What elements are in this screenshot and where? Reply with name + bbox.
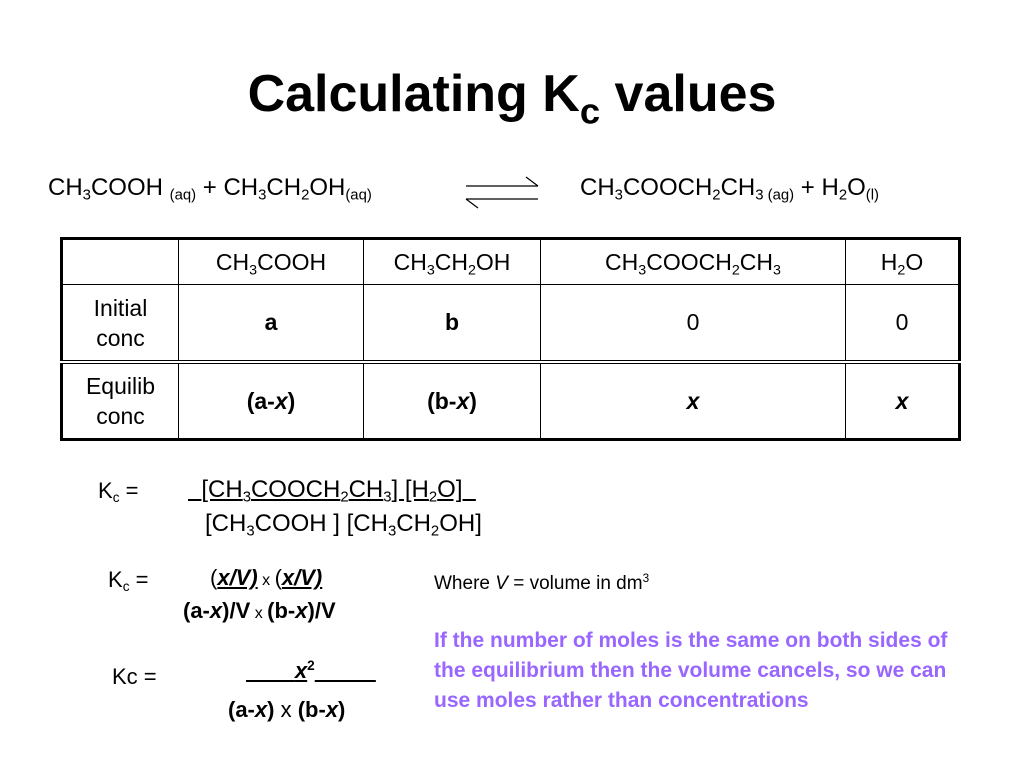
kc-var: x/V)	[217, 565, 258, 590]
eq-text: O	[847, 174, 866, 201]
kc-var: x	[325, 697, 339, 722]
header-ester	[541, 239, 846, 285]
h-text: OH	[475, 248, 511, 275]
table-header-row	[62, 239, 960, 285]
kc3-numerator	[246, 658, 376, 684]
eq-text: CH	[266, 174, 302, 201]
cell-equilib-ester	[541, 362, 846, 440]
h-text: CH	[215, 248, 250, 275]
volume-note	[434, 573, 649, 595]
eq-text: H	[821, 174, 839, 201]
kc2-numerator	[210, 565, 322, 591]
eq-sub: 3	[614, 187, 623, 204]
header-ch3ch2oh	[364, 239, 541, 285]
kc-sub: 3	[246, 523, 255, 540]
kc-text: (a-	[228, 697, 255, 722]
eq-sub: 3	[258, 187, 267, 204]
kc-sub: c	[122, 579, 130, 595]
cell-equilib-alcohol	[364, 362, 541, 440]
kc-var: x	[209, 598, 223, 623]
equation-products	[580, 174, 879, 202]
eq-plus: +	[794, 174, 822, 201]
kc-text: OH]	[439, 510, 482, 537]
kc-mul: x	[274, 697, 298, 722]
label-line: Initial	[93, 294, 148, 321]
eq-text: COOCH	[622, 174, 713, 201]
eq-sub: 2	[838, 187, 848, 204]
header-water	[846, 239, 960, 285]
kc-text: )	[267, 697, 275, 722]
eq-text: CH	[223, 174, 259, 201]
kc3-denominator	[228, 697, 345, 723]
eq-text: CH	[580, 174, 615, 201]
h-sub: 3	[773, 261, 781, 278]
h-text: CH	[434, 248, 468, 275]
cell-initial-acid: a	[179, 285, 364, 363]
h-text: COOH	[257, 248, 327, 275]
note-text: Where	[434, 573, 496, 594]
kc-text: ] [H	[391, 476, 429, 503]
kc-sub: 3	[387, 523, 397, 540]
table-corner-cell	[62, 239, 179, 285]
kc-mul: x	[250, 605, 268, 622]
h-text: COOCH	[646, 248, 732, 275]
kc-sup: 2	[307, 657, 315, 673]
h-sub: 3	[638, 261, 647, 278]
kc-sub: 3	[242, 489, 251, 506]
kc-var: x	[254, 697, 268, 722]
eq-sub: 3	[82, 187, 91, 204]
kc-text: [CH	[205, 510, 247, 537]
h-text: CH	[605, 248, 639, 275]
table-row-initial	[62, 285, 960, 363]
equilibrium-arrows-icon	[462, 172, 542, 212]
row-label-equilib	[62, 362, 179, 440]
moles-explanation-note: If the number of moles is the same on both sides of the equilibrium then the volume cancels, so we can use moles rather than concentrations	[434, 629, 948, 712]
note-text: = volume in dm	[507, 573, 643, 594]
kc1-numerator	[188, 476, 476, 504]
kc-sub: 2	[428, 489, 438, 506]
cell-equilib-acid	[179, 362, 364, 440]
eq-sub: 3	[755, 187, 764, 204]
kc-text: )/V	[307, 598, 336, 623]
kc-text: (	[274, 565, 282, 590]
eq-text: OH	[309, 174, 346, 201]
cell-initial-water: 0	[846, 285, 960, 363]
label-line: Equilib	[85, 373, 156, 399]
h-text: CH	[739, 248, 774, 275]
cell-initial-ester: 0	[541, 285, 846, 363]
kc-mul: x	[257, 572, 275, 589]
kc-text: K	[108, 567, 123, 592]
h-sub: 3	[426, 261, 435, 278]
eq-state: (ag)	[763, 187, 795, 204]
expr-var: x	[686, 387, 700, 414]
eq-text: CH	[48, 174, 83, 201]
kc-text: O]	[437, 476, 463, 503]
eq-state: (aq)	[345, 187, 372, 204]
page-title	[0, 64, 1024, 132]
kc1-label	[98, 478, 138, 504]
title-main: Calculating K	[247, 65, 580, 123]
expr-text: )	[469, 387, 477, 414]
header-ch3cooh	[179, 239, 364, 285]
h-sub: 2	[897, 261, 906, 278]
eq-sub: 2	[712, 187, 721, 204]
expr-var: x	[274, 387, 288, 414]
expr-text: )	[287, 387, 296, 414]
kc-text: (b-	[297, 697, 326, 722]
eq-sub: 2	[301, 187, 310, 204]
kc-sub: 3	[383, 489, 392, 506]
kc-text: K	[98, 478, 113, 503]
kc-sub: c	[112, 490, 120, 506]
kc-var: x	[295, 598, 308, 623]
label-line: conc	[96, 403, 145, 429]
kc-text: (b-	[267, 598, 296, 623]
kc-text: )	[338, 697, 346, 722]
h-text: H	[880, 248, 898, 275]
kc-text: =	[119, 478, 139, 503]
kc-text: CH	[396, 510, 431, 537]
kc2-denominator	[183, 598, 336, 624]
kc1-denominator	[205, 510, 482, 538]
kc-var: x	[294, 658, 308, 683]
eq-text: COOH	[90, 174, 170, 201]
eq-text: CH	[720, 174, 756, 201]
h-sub: 2	[467, 261, 476, 278]
h-sub: 3	[249, 261, 258, 278]
h-sub: 2	[731, 261, 740, 278]
equation-reactants	[48, 174, 372, 202]
concentration-table	[60, 237, 961, 441]
kc-text: (	[210, 565, 218, 590]
expr-text: (b-	[427, 387, 457, 414]
note-var: V	[495, 573, 508, 594]
note-sup: 3	[642, 571, 650, 585]
kc-text: )/V	[222, 598, 251, 623]
cell-initial-alcohol: b	[364, 285, 541, 363]
kc2-label	[108, 567, 148, 593]
kc-var: x/V)	[281, 565, 323, 590]
kc-text: =	[129, 567, 149, 592]
h-text: CH	[393, 248, 427, 275]
h-text: O	[905, 248, 924, 275]
kc-text: (a-	[183, 598, 210, 623]
row-label-initial	[62, 285, 179, 363]
kc-text: [CH	[201, 476, 243, 503]
title-sub: c	[579, 90, 601, 132]
cell-equilib-water	[846, 362, 960, 440]
title-tail: values	[600, 65, 777, 123]
kc-text: COOCH	[250, 476, 341, 503]
kc-text: COOH ] [CH	[254, 510, 388, 537]
eq-state: (aq)	[169, 187, 197, 204]
eq-state: (l)	[865, 187, 879, 204]
kc-text: CH	[348, 476, 384, 503]
kc3-label: Kc =	[112, 664, 157, 689]
expr-text: (a-	[246, 387, 275, 414]
expr-var: x	[456, 387, 470, 414]
eq-plus: +	[196, 174, 224, 201]
kc-sub: 2	[340, 489, 349, 506]
label-line: conc	[96, 324, 145, 351]
expr-var: x	[895, 387, 909, 414]
table-row-equilib	[62, 362, 960, 440]
kc-sub: 2	[430, 523, 440, 540]
